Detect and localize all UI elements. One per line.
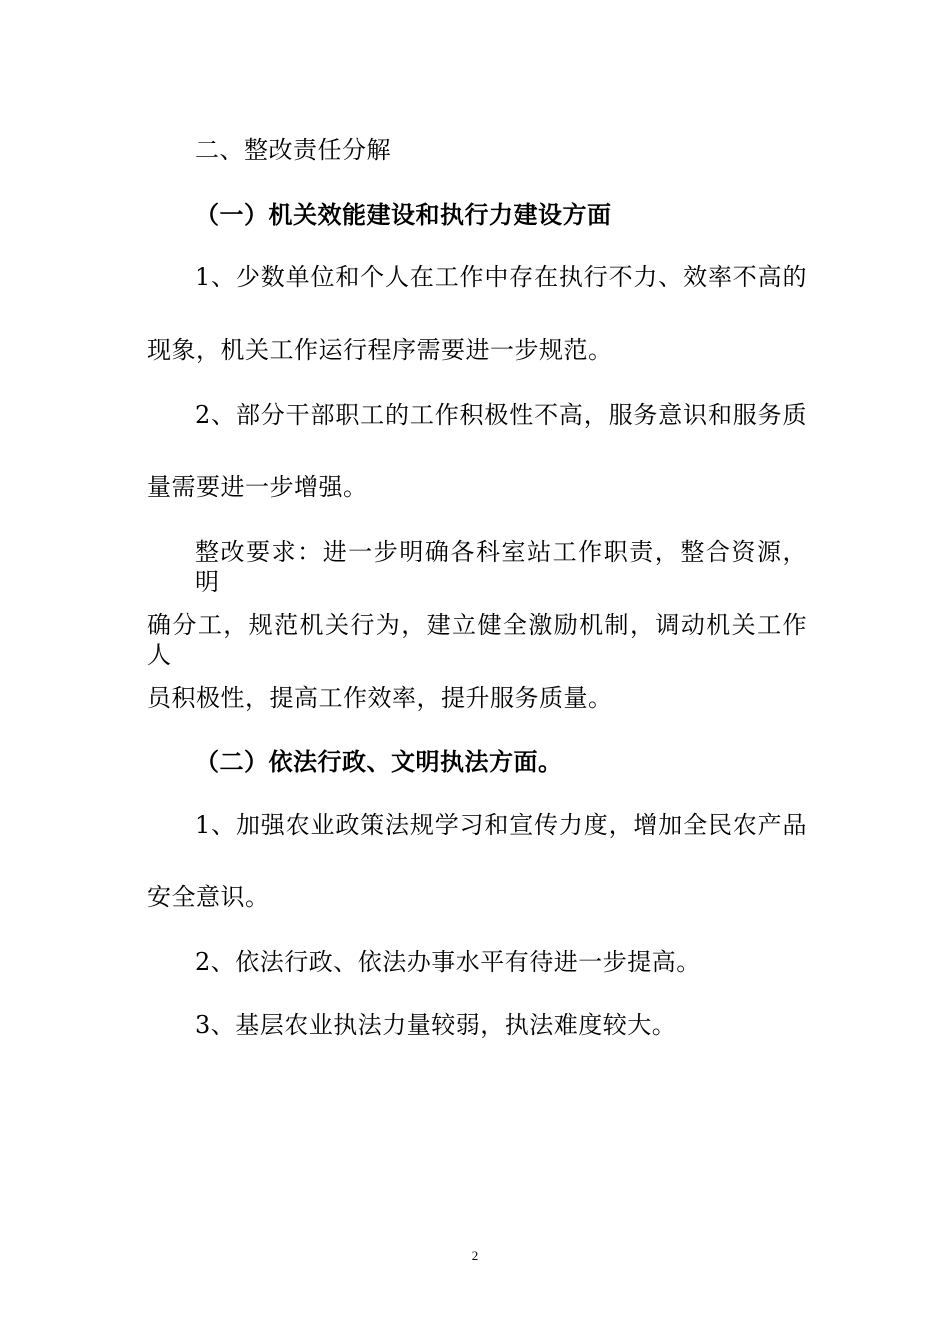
paragraph-line: 1、加强农业政策法规学习和宣传力度，增加全民农产品 [195,811,807,839]
paragraph-line: 员积极性，提高工作效率，提升服务质量。 [147,684,613,712]
paragraph-line: 3、基层农业执法力量较弱，执法难度较大。 [195,1011,677,1039]
paragraph-line: 2、部分干部职工的工作积极性不高，服务意识和服务质 [195,401,807,429]
subsection-heading-1: （一）机关效能建设和执行力建设方面 [195,201,612,229]
paragraph-line: 量需要进一步增强。 [147,473,368,501]
paragraph-line: 安全意识。 [147,883,270,911]
paragraph-line: 整改要求：进一步明确各科室站工作职责，整合资源，明 [195,538,807,596]
subsection-heading-2: （二）依法行政、文明执法方面。 [195,748,563,776]
paragraph-line: 确分工，规范机关行为，建立健全激励机制，调动机关工作人 [147,611,807,669]
paragraph-line: 2、依法行政、依法办事水平有待进一步提高。 [195,948,701,976]
paragraph-line: 现象，机关工作运行程序需要进一步规范。 [147,336,613,364]
section-heading: 二、整改责任分解 [195,136,391,164]
paragraph-line: 1、少数单位和个人在工作中存在执行不力、效率不高的 [195,263,807,291]
page-number: 2 [471,1248,479,1263]
